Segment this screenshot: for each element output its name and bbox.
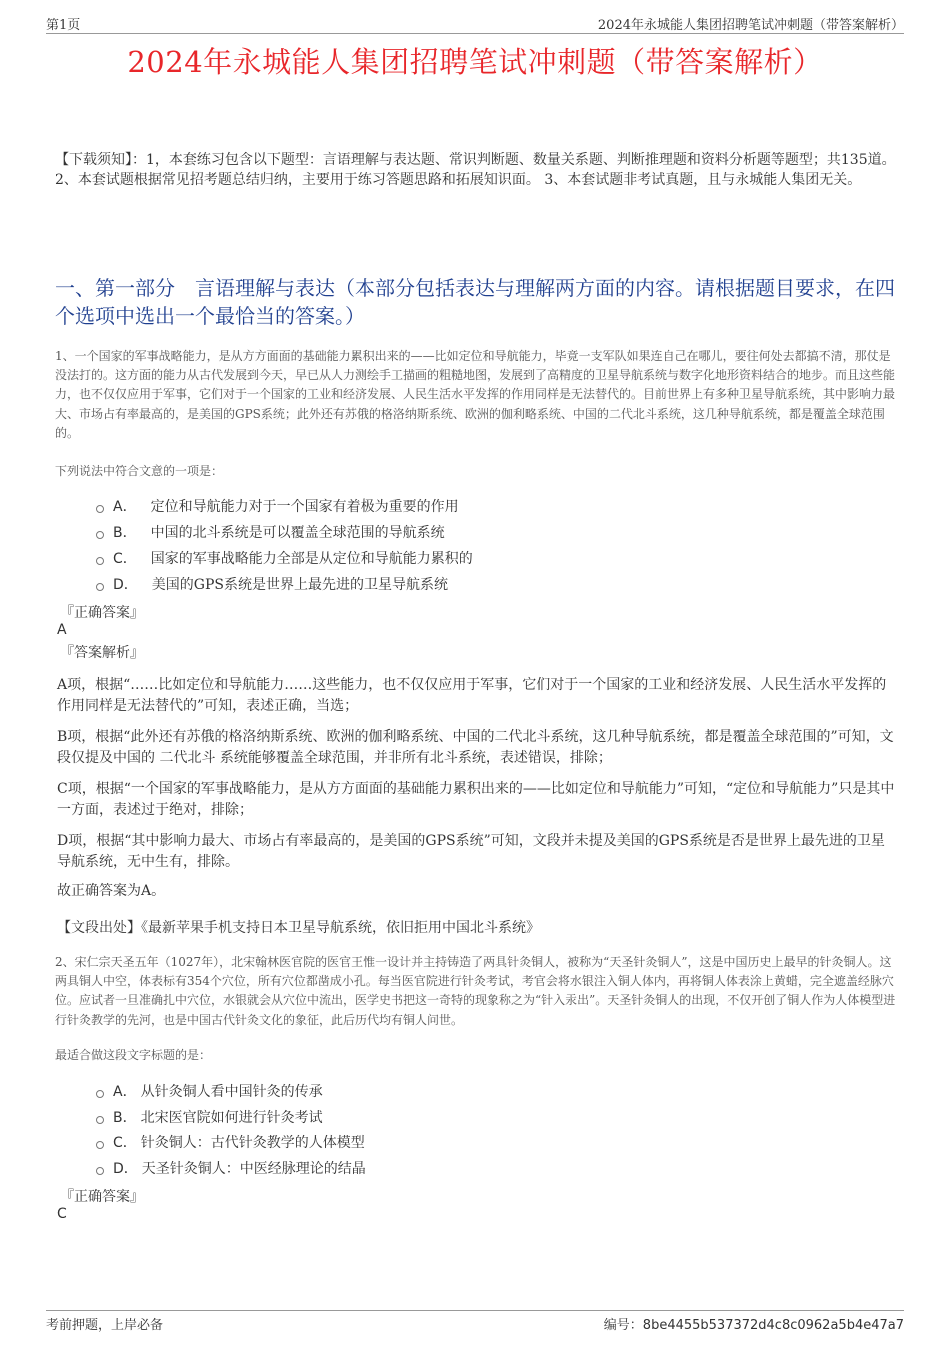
question-1-source: 【文段出处】《最新苹果手机支持日本卫星导航系统，依旧拒用中国北斗系统》 [57, 920, 540, 936]
section-heading: 一、第一部分 言语理解与表达（本部分包括表达与理解两方面的内容。请根据题目要求，在四个选项中选出一个最恰当的答案。） [55, 276, 895, 328]
option-letter: B． [113, 525, 137, 541]
radio-icon[interactable] [96, 1141, 104, 1149]
option-text: 针灸铜人：古代针灸教学的人体模型 [140, 1135, 365, 1151]
footer-code-label: 编号： [603, 1318, 643, 1333]
header-doc-title: 2024年永城能人集团招聘笔试冲刺题（带答案解析） [597, 18, 904, 33]
footer-code [604, 1314, 904, 1333]
option-text: 国家的军事战略能力全部是从定位和导航能力累积的 [150, 551, 473, 567]
footer-slogan: 考前押题，上岸必备 [46, 1318, 164, 1333]
option-text: 天圣针灸铜人：中医经脉理论的结晶 [141, 1161, 366, 1177]
question-1-passage: 1、一个国家的军事战略能力，是从方方面面的基础能力累积出来的——比如定位和导航能力，毕竟一支军队如果连自己在哪儿，要往何处去都搞不清，那仗是没法打的。这方面的能力从古代发展到今天，早已从人力测绘手工描画的粗糙地图，发展到了高精度的卫星导航系统与数字化地形资料结合的地步。而且这些能力，也不仅仅应用于军事，它们对于一个国家的工业和经济发展、人民生活水平发挥的作用同样是无法替代的。目前世界上有多种卫星导航系统，其中影响力最大、市场占有率最高的，是美国的GPS系统；此外还有苏俄的格洛纳斯系统、欧洲的伽利略系统、中国的二代北斗系统，这几种导航系统，都是覆盖全球范围的。 [55, 349, 896, 440]
question-1-option-b[interactable] [96, 522, 445, 542]
question-2-prompt: 最适合做这段文字标题的是： [55, 1048, 212, 1062]
radio-icon[interactable] [96, 1090, 104, 1098]
question-2-option-c[interactable] [96, 1132, 365, 1152]
option-text: 中国的北斗系统是可以覆盖全球范围的导航系统 [150, 525, 445, 541]
question-1-prompt: 下列说法中符合文意的一项是： [55, 464, 224, 478]
question-1-answer-label: 『正确答案』 [60, 605, 144, 621]
question-1-option-a[interactable] [96, 496, 459, 516]
option-letter: D． [113, 577, 138, 593]
question-1-explanation-d: D项，根据“其中影响力最大、市场占有率最高的，是美国的GPS系统”可知，文段并未提及美国的GPS系统是否是世界上最先进的卫星导航系统，无中生有，排除。 [57, 833, 885, 870]
option-letter: D． [113, 1161, 138, 1177]
option-letter: C． [113, 551, 137, 567]
option-text: 北宋医官院如何进行针灸考试 [140, 1110, 323, 1126]
question-1-explanation-b: B项，根据“此外还有苏俄的格洛纳斯系统、欧洲的伽利略系统、中国的二代北斗系统，这几种导航系统，都是覆盖全球范围的”可知，文段仅提及中国的 二代北斗 系统能够覆盖全球范围，并非所有北斗系统，表述错误，排除； [57, 729, 894, 766]
question-1-answer: A [57, 622, 67, 638]
radio-icon[interactable] [96, 531, 104, 539]
question-2-answer: C [57, 1206, 67, 1222]
question-1-analysis-label: 『答案解析』 [60, 645, 144, 661]
question-1-explanation-c: C项，根据“一个国家的军事战略能力，是从方方面面的基础能力累积出来的——比如定位和导航能力”可知，“定位和导航能力”只是其中一方面，表述过于绝对，排除； [57, 781, 895, 818]
footer-divider [46, 1310, 904, 1311]
question-1-option-c[interactable] [96, 548, 473, 568]
page-title: 2024年永城能人集团招聘笔试冲刺题（带答案解析） [127, 45, 823, 79]
question-1-conclusion: 故正确答案为A。 [57, 883, 166, 899]
question-2-answer-label: 『正确答案』 [60, 1189, 144, 1205]
question-1-option-d[interactable] [96, 574, 448, 594]
footer-code-value: 8be4455b537372d4c8c0962a5b4e47a7 [642, 1318, 904, 1333]
radio-icon[interactable] [96, 505, 104, 513]
option-text: 定位和导航能力对于一个国家有着极为重要的作用 [150, 499, 459, 515]
radio-icon[interactable] [96, 583, 104, 591]
option-letter: B． [113, 1110, 137, 1126]
question-2-passage: 2、宋仁宗天圣五年（1027年），北宋翰林医官院的医官王惟一设计并主持铸造了两具针灸铜人，被称为“天圣针灸铜人”，这是中国历史上最早的针灸铜人。这两具铜人中空，体表标有354个穴位，所有穴位都凿成小孔。每当医官院进行针灸考试，考官会将水银注入铜人体内，再将铜人体表涂上黄蜡，完全遮盖经脉穴位。应试者一旦准确扎中穴位，水银就会从穴位中流出，医学史书把这一奇特的现象称之为“针入汞出”。天圣针灸铜人的出现，不仅开创了铜人作为人体模型进行针灸教学的先河，也是中国古代针灸文化的象征，此后历代均有铜人问世。 [55, 955, 896, 1027]
header-divider [46, 33, 904, 34]
page-number: 第1页 [46, 18, 81, 33]
radio-icon[interactable] [96, 1167, 104, 1175]
radio-icon[interactable] [96, 557, 104, 565]
download-notice: 【下载须知】：1，本套练习包含以下题型：言语理解与表达题、常识判断题、数量关系题、判断推理题和资料分析题等题型；共135道。 2、本套试题根据常见招考题总结归纳，主要用于练习答题思路和拓展知识面。 3、本套试题非考试真题，且与永城能人集团无关。 [55, 152, 896, 188]
question-2-option-b[interactable] [96, 1107, 323, 1127]
option-letter: A． [113, 499, 137, 515]
radio-icon[interactable] [96, 1116, 104, 1124]
question-1-explanation-a: A项，根据“……比如定位和导航能力……这些能力，也不仅仅应用于军事，它们对于一个国家的工业和经济发展、人民生活水平发挥的作用同样是无法替代的”可知，表述正确，当选； [57, 677, 887, 714]
option-letter: A． [113, 1084, 137, 1100]
option-text: 从针灸铜人看中国针灸的传承 [140, 1084, 323, 1100]
option-letter: C． [113, 1135, 137, 1151]
question-2-option-a[interactable] [96, 1081, 323, 1101]
option-text: 美国的GPS系统是世界上最先进的卫星导航系统 [151, 577, 448, 593]
question-2-option-d[interactable] [96, 1158, 366, 1178]
